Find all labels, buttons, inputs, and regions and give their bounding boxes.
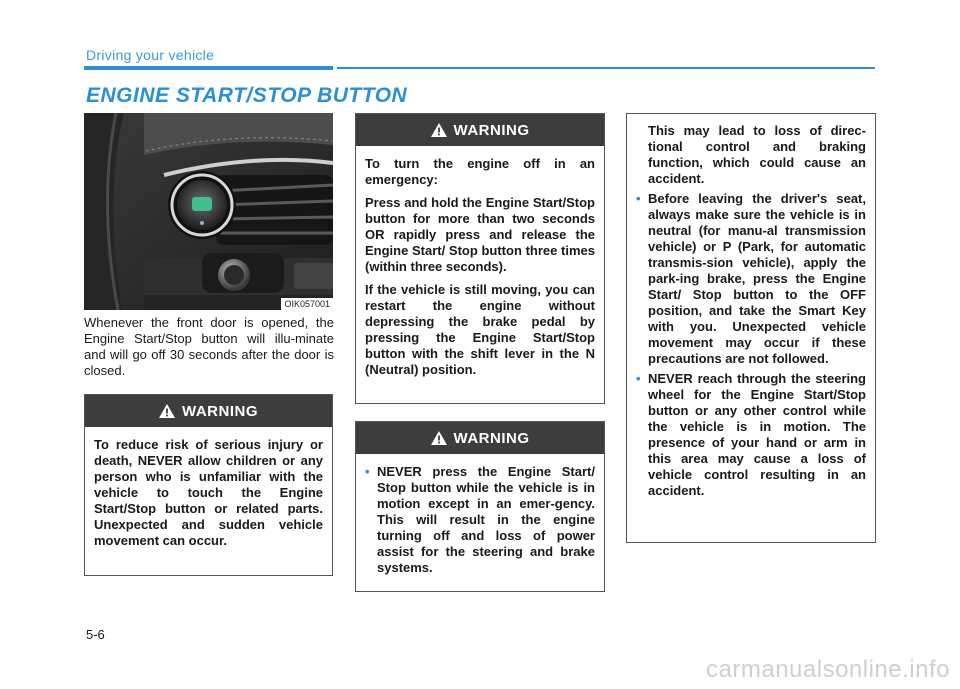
warning-triangle-icon (159, 404, 175, 418)
bullet-dot-icon: • (365, 464, 370, 479)
list-item-text: Before leaving the driver's seat, always make sure the vehicle is in neutral (for manu-al transmission vehicle) or P (Park, for automatic transmis-sion vehicle), apply the park-ing brake, press the Engine Start/ Stop button to the OFF position, and take the Smart Key with you. Unexpected vehicle movement may occur if these precautions are not followed. (648, 191, 866, 366)
warning-list (365, 464, 595, 576)
warning-box-children (84, 394, 333, 576)
warning-header (85, 395, 332, 427)
warning-label: WARNING (453, 121, 530, 139)
page-number: 5-6 (86, 627, 105, 642)
continued-paragraph: This may lead to loss of direc-tional control and braking function, which could cause an accident. (648, 123, 866, 186)
warning-paragraph-2: Press and hold the Engine Start/Stop button for more than two seconds OR rapidly press and release the Engine Start/ Stop button three times (within three seconds). (365, 195, 595, 274)
list-item-text: NEVER reach through the steering wheel for the Engine Start/Stop button or any other control while the vehicle is in motion. The presence of your hand or arm in this area may cause a loss of vehicle control resulting in an accident. (648, 371, 866, 498)
warning-body (627, 114, 875, 509)
list-item-text: NEVER press the Engine Start/ Stop button while the vehicle is in motion except in an emer-gency. This will result in the engine turning off and loss of power assist for the steering and brake systems. (377, 464, 595, 575)
header-rule-thick (84, 66, 333, 70)
dashboard-photo (84, 113, 333, 310)
warning-paragraph-1: To turn the engine off in an emergency: (365, 156, 595, 187)
photo-code: OIK057001 (281, 298, 333, 310)
warning-box-continued (626, 113, 876, 543)
header-rule-thin (337, 67, 875, 69)
warning-label: WARNING (453, 429, 530, 447)
section-label: Driving your vehicle (86, 47, 215, 63)
warning-triangle-icon (431, 123, 447, 137)
warning-body (356, 454, 604, 586)
list-item (636, 371, 866, 499)
warning-paragraph-3: If the vehicle is still moving, you can restart the engine without depressing the brake pedal by pressing the Engine Start/Stop button with the shift lever in the N (Neutral) position. (365, 282, 595, 377)
warning-header (356, 114, 604, 146)
warning-text: To reduce risk of serious injury or death, NEVER allow children or any person who is unfamiliar with the vehicle to touch the Engine Start/Stop button or related parts. Unexpected and sudden vehicle movement can occur. (94, 437, 323, 548)
warning-box-emergency-stop (355, 113, 605, 404)
list-item (636, 191, 866, 367)
watermark: carmanualsonline.info (706, 656, 950, 683)
intro-paragraph: Whenever the front door is opened, the Engine Start/Stop button will illu-minate and will go off 30 seconds after the door is closed. (84, 315, 334, 378)
warning-list (636, 191, 866, 499)
warning-body (85, 427, 332, 559)
warning-box-motion (355, 421, 605, 592)
warning-header (356, 422, 604, 454)
list-item (365, 464, 595, 576)
page-title: ENGINE START/STOP BUTTON (86, 84, 408, 107)
warning-triangle-icon (431, 431, 447, 445)
dashboard-illustration (84, 113, 333, 310)
warning-label: WARNING (182, 402, 258, 420)
bullet-dot-icon: • (636, 191, 641, 206)
bullet-dot-icon: • (636, 371, 641, 386)
warning-body (356, 146, 604, 388)
